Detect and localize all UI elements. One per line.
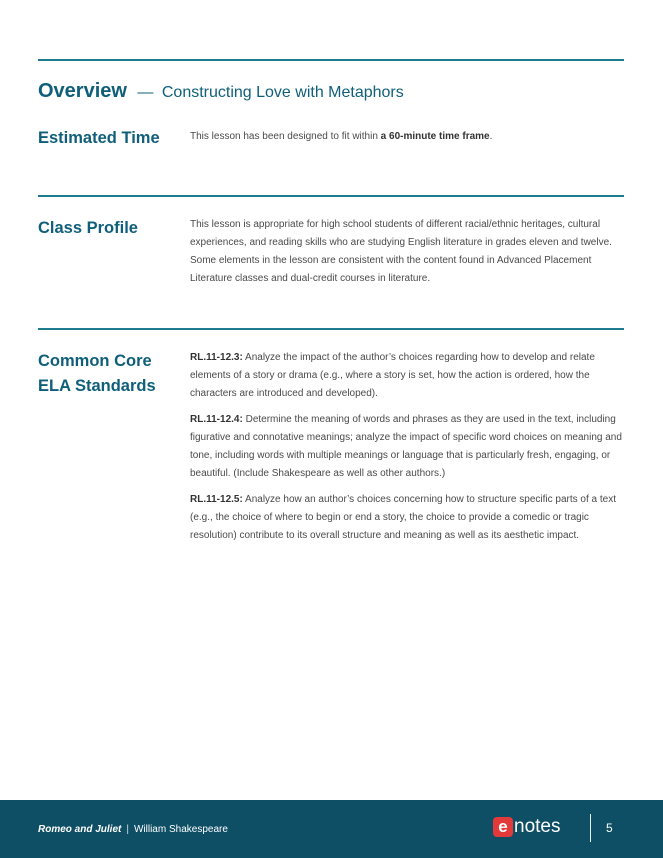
estimated-time-text-start: This lesson has been designed to fit within	[190, 131, 381, 142]
standard-text: Determine the meaning of words and phrases as they are used in the text, including figurative and connotative meanings; analyze the impact of specific word choices on meaning and tone, including words with multiple meanings or language that is particularly fresh, engaging, or beautiful. (Include Shakespeare as well as other authors.)	[190, 414, 622, 479]
page-number: 5	[606, 821, 613, 835]
enotes-logo-icon: e	[493, 817, 513, 837]
class-profile-text	[190, 216, 626, 296]
estimated-time-text-end: .	[489, 131, 493, 142]
standards-heading	[38, 349, 178, 399]
standard-item	[190, 349, 626, 403]
enotes-logo	[493, 816, 560, 840]
title-subtitle: Constructing Love with Metaphors	[161, 84, 404, 101]
standard-item	[190, 491, 626, 545]
footer-separator: |	[126, 824, 129, 835]
top-divider	[38, 59, 624, 61]
footer-author: William Shakespeare	[133, 824, 228, 835]
enotes-logo-text: notes	[514, 816, 561, 837]
standards-list	[190, 349, 626, 553]
title-main: Overview	[38, 80, 127, 102]
title-dash: —	[137, 84, 154, 101]
page-title	[38, 80, 404, 103]
standard-code: RL.11-12.4:	[190, 414, 243, 425]
divider-2	[38, 328, 624, 330]
estimated-time-heading: Estimated Time	[38, 129, 160, 147]
standard-item	[190, 411, 626, 483]
standard-text: Analyze the impact of the author’s choices regarding how to develop and relate elements of a story or drama (e.g., where a story is set, how the action is ordered, how the characters are introduced and developed).	[190, 352, 595, 399]
footer-book-title: Romeo and Juliet	[38, 824, 122, 835]
standard-text: Analyze how an author’s choices concerning how to structure specific parts of a text (e.g., the choice of where to begin or end a story, the choice to provide a comedic or tragic resolution) contribute to its overall structure and meaning as well as its aesthetic impact.	[190, 494, 616, 541]
estimated-time-text	[190, 128, 626, 146]
footer-book-info	[38, 824, 228, 835]
class-profile-heading: Class Profile	[38, 219, 138, 237]
footer-divider	[590, 814, 591, 842]
estimated-time-bold: a 60-minute time frame	[380, 131, 490, 142]
standards-heading-line2: ELA Standards	[38, 377, 156, 395]
standards-heading-line1: Common Core	[38, 352, 152, 370]
standard-code: RL.11-12.3:	[190, 352, 243, 363]
standard-code: RL.11-12.5:	[190, 494, 243, 505]
class-profile-paragraph: This lesson is appropriate for high school students of different racial/ethnic heritages, cultural experiences, and reading skills who are studying English literature in grades eleven and twelve. Some elements in the lesson are consistent with the content found in Advanced Placement Literature classes and dual-credit courses in literature.	[190, 219, 612, 284]
divider-1	[38, 195, 624, 197]
page-footer	[0, 800, 663, 858]
